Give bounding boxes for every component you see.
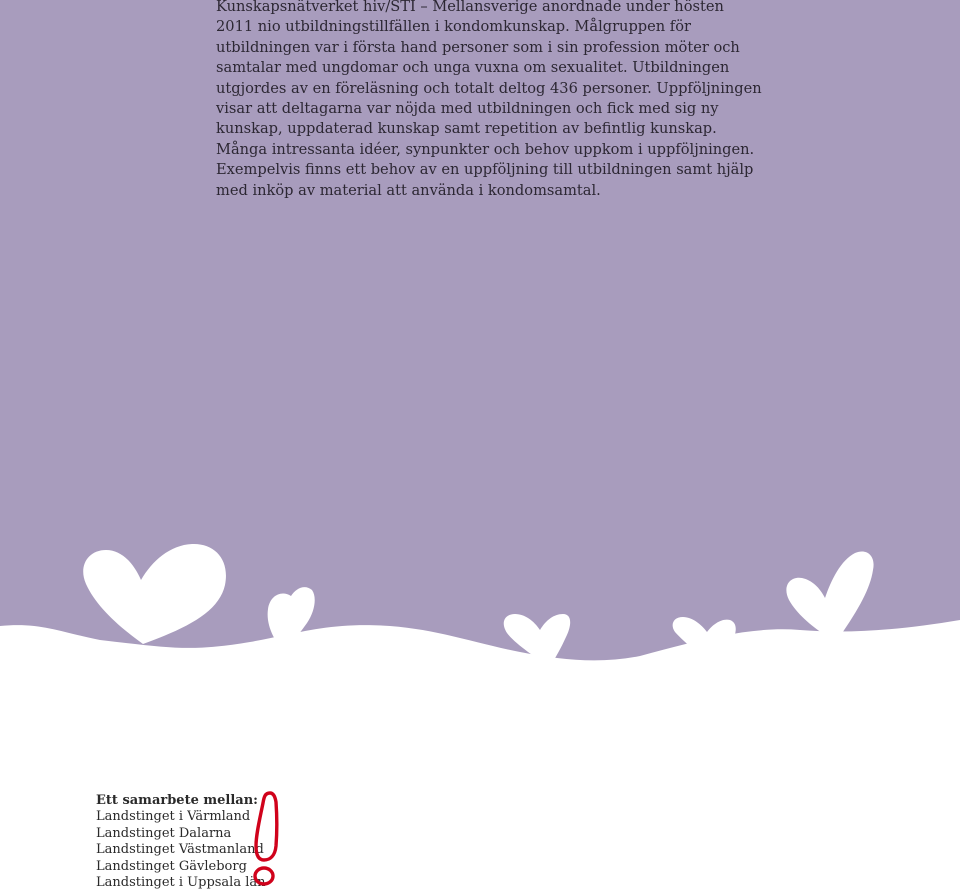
intro-line: Exempelvis finns ett behov av en uppföljning till utbildningen samt hjälp: [216, 161, 754, 179]
intro-line: Kunskapsnätverket hiv/STI – Mellansverige anordnade under hösten: [216, 0, 724, 15]
intro-paragraph: [216, 0, 762, 201]
condom-exclamation-icon: [246, 788, 286, 890]
intro-line: visar att deltagarna var nöjda med utbildningen och fick med sig ny: [216, 100, 719, 118]
heart-icon: [83, 544, 226, 644]
partner-item: Landstinget Västmanland: [96, 842, 264, 858]
intro-line: samtalar med ungdomar och unga vuxna om sexualitet. Utbildningen: [216, 59, 730, 77]
partner-item: Landstinget Dalarna: [96, 825, 232, 841]
partner-item: Landstinget i Uppsala län: [96, 875, 266, 891]
intro-line: kunskap, uppdaterad kunskap samt repetition av befintlig kunskap.: [216, 120, 717, 138]
heart-icon: [786, 552, 873, 642]
partners-heading: Ett samarbete mellan:: [96, 793, 258, 808]
intro-line: 2011 nio utbildningstillfällen i kondomkunskap. Målgruppen för: [216, 18, 691, 36]
intro-line: utbildningen var i första hand personer som i sin profession möter och: [216, 38, 740, 56]
intro-line: utgjordes av en föreläsning och totalt deltog 436 personer. Uppföljningen: [216, 79, 762, 97]
partner-item: Landstinget Gävleborg: [96, 858, 247, 874]
partner-item: Landstinget i Värmland: [96, 809, 251, 825]
intro-line: Många intressanta idéer, synpunkter och behov uppkom i uppföljningen.: [216, 140, 755, 158]
partners-block: [96, 793, 266, 891]
intro-line: med inköp av material att använda i kondomsamtal.: [216, 181, 601, 199]
